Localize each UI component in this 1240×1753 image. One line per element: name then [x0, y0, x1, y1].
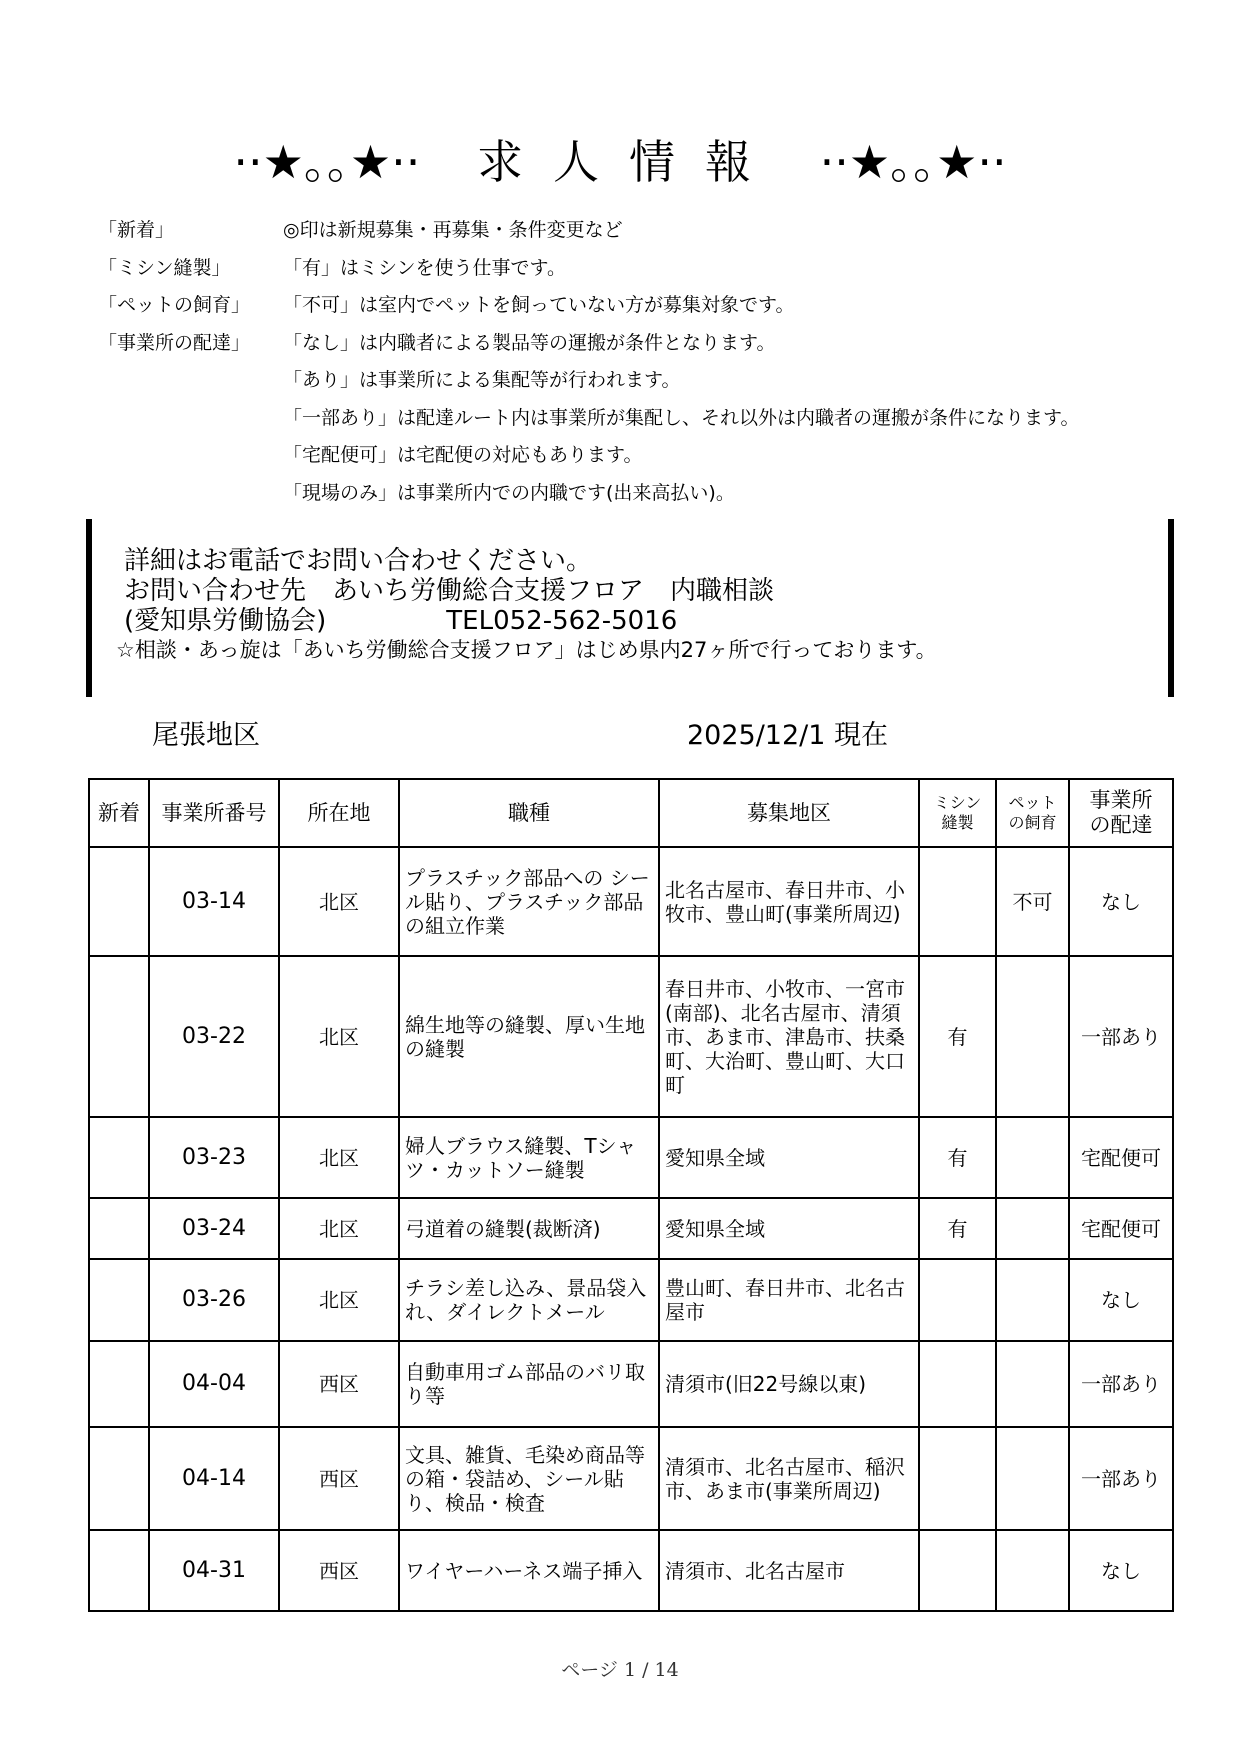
cell-delivery: なし: [1069, 1259, 1173, 1341]
legend-row: [98, 400, 1158, 438]
header-pet-line1: ペット: [1008, 793, 1057, 812]
cell-sewing: 有: [919, 956, 996, 1117]
cell-new: [89, 847, 149, 956]
contact-org: (愛知県労働協会): [124, 606, 327, 636]
cell-sewing: [919, 1427, 996, 1530]
cell-delivery: 宅配便可: [1069, 1117, 1173, 1198]
cell-office-no: 04-31: [149, 1530, 279, 1611]
cell-recruit-area: 愛知県全域: [659, 1117, 919, 1198]
cell-pet: 不可: [996, 847, 1069, 956]
cell-delivery: 一部あり: [1069, 1341, 1173, 1427]
cell-recruit-area: 清須市(旧22号線以東): [659, 1341, 919, 1427]
cell-delivery: なし: [1069, 1530, 1173, 1611]
header-location: 所在地: [279, 779, 399, 847]
header-pet-line2: の飼育: [1008, 813, 1057, 832]
table-row: [89, 1530, 1173, 1611]
cell-job-type: 婦人ブラウス縫製、Tシャツ・カットソー縫製: [399, 1117, 659, 1198]
cell-job-type: ワイヤーハーネス端子挿入: [399, 1530, 659, 1611]
cell-location: 北区: [279, 847, 399, 956]
cell-new: [89, 1117, 149, 1198]
cell-pet: [996, 1259, 1069, 1341]
cell-pet: [996, 956, 1069, 1117]
cell-office-no: 03-14: [149, 847, 279, 956]
header-recruit-area: 募集地区: [659, 779, 919, 847]
legend-term: 「新着」: [98, 219, 175, 241]
legend-row: [98, 362, 1158, 400]
cell-sewing: [919, 1341, 996, 1427]
job-listings-table: [88, 778, 1174, 1612]
cell-recruit-area: 清須市、北名古屋市: [659, 1530, 919, 1611]
contact-line-2: お問い合わせ先 あいち労働総合支援フロア 内職相談: [124, 576, 775, 606]
legend-row: [98, 325, 1158, 363]
table-row: [89, 1259, 1173, 1341]
cell-pet: [996, 1530, 1069, 1611]
cell-sewing: [919, 847, 996, 956]
cell-sewing: 有: [919, 1117, 996, 1198]
header-delivery: [1069, 779, 1173, 847]
cell-office-no: 03-26: [149, 1259, 279, 1341]
page-indicator: [0, 1655, 1240, 1682]
cell-new: [89, 1259, 149, 1341]
cell-office-no: 03-24: [149, 1198, 279, 1259]
header-office-no: 事業所番号: [149, 779, 279, 847]
page-label: ページ: [561, 1659, 618, 1681]
page-title: [0, 132, 1240, 192]
cell-pet: [996, 1198, 1069, 1259]
cell-pet: [996, 1427, 1069, 1530]
cell-sewing: [919, 1259, 996, 1341]
cell-location: 北区: [279, 1259, 399, 1341]
contact-info-box: [86, 519, 1174, 697]
cell-office-no: 04-14: [149, 1427, 279, 1530]
info-box-left-border: [86, 519, 92, 697]
header-job-type: 職種: [399, 779, 659, 847]
contact-text: [116, 546, 937, 664]
header-sewing-line2: 縫製: [941, 813, 974, 832]
legend-term: 「ペットの飼育」: [98, 294, 251, 316]
cell-job-type: 自動車用ゴム部品のバリ取り等: [399, 1341, 659, 1427]
header-delivery-line1: 事業所: [1089, 788, 1153, 812]
cell-office-no: 03-23: [149, 1117, 279, 1198]
legend-desc: 「なし」は内職者による製品等の運搬が条件となります。: [283, 331, 776, 354]
cell-location: 西区: [279, 1530, 399, 1611]
page-total: 14: [654, 1659, 679, 1681]
header-new: 新着: [89, 779, 149, 847]
cell-new: [89, 1427, 149, 1530]
cell-delivery: 一部あり: [1069, 1427, 1173, 1530]
legend-term: 「事業所の配達」: [98, 331, 251, 354]
cell-location: 北区: [279, 1117, 399, 1198]
cell-job-type: 綿生地等の縫製、厚い生地の縫製: [399, 956, 659, 1117]
cell-recruit-area: 北名古屋市、春日井市、小牧市、豊山町(事業所周辺): [659, 847, 919, 956]
cell-sewing: [919, 1530, 996, 1611]
region-label: 尾張地区: [152, 720, 260, 751]
cell-location: 西区: [279, 1341, 399, 1427]
header-pet: [996, 779, 1069, 847]
page-title-text: 求人情報: [477, 135, 781, 189]
table-row: [89, 847, 1173, 956]
cell-pet: [996, 1117, 1069, 1198]
cell-new: [89, 1341, 149, 1427]
cell-pet: [996, 1341, 1069, 1427]
table-row: [89, 1117, 1173, 1198]
cell-job-type: チラシ差し込み、景品袋入れ、ダイレクトメール: [399, 1259, 659, 1341]
cell-delivery: 宅配便可: [1069, 1198, 1173, 1259]
legend-row: [98, 212, 1158, 250]
cell-location: 北区: [279, 956, 399, 1117]
legend-term: 「ミシン縫製」: [98, 256, 231, 279]
table-header-row: [89, 779, 1173, 847]
header-delivery-line2: の配達: [1089, 813, 1153, 837]
cell-recruit-area: 春日井市、小牧市、一宮市(南部)、北名古屋市、清須市、あま市、津島市、扶桑町、大治町、豊山町、大口町: [659, 956, 919, 1117]
star-decoration-left: ··★｡｡★··: [233, 135, 421, 189]
legend-desc: ◎印は新規募集・再募集・条件変更など: [283, 219, 623, 241]
legend-desc: 「有」はミシンを使う仕事です。: [283, 256, 567, 279]
cell-job-type: 弓道着の縫製(裁断済): [399, 1198, 659, 1259]
info-box-right-border: [1168, 519, 1174, 697]
cell-recruit-area: 豊山町、春日井市、北名古屋市: [659, 1259, 919, 1341]
cell-office-no: 03-22: [149, 956, 279, 1117]
table-row: [89, 956, 1173, 1117]
table-row: [89, 1198, 1173, 1259]
legend-desc: 「あり」は事業所による集配等が行われます。: [283, 369, 681, 391]
table-row: [89, 1341, 1173, 1427]
legend-desc: 「宅配便可」は宅配便の対応もあります。: [283, 444, 643, 466]
legend-row: [98, 250, 1158, 288]
cell-recruit-area: 清須市、北名古屋市、稲沢市、あま市(事業所周辺): [659, 1427, 919, 1530]
cell-job-type: プラスチック部品への シール貼り、プラスチック部品の組立作業: [399, 847, 659, 956]
legend-row: [98, 475, 1158, 513]
legend-row: [98, 437, 1158, 475]
cell-location: 北区: [279, 1198, 399, 1259]
cell-new: [89, 1530, 149, 1611]
cell-sewing: 有: [919, 1198, 996, 1259]
as-of-date: 2025/12/1 現在: [687, 720, 889, 751]
cell-location: 西区: [279, 1427, 399, 1530]
header-sewing-line1: ミシン: [933, 793, 982, 812]
cell-delivery: なし: [1069, 847, 1173, 956]
star-decoration-right: ··★｡｡★··: [819, 135, 1007, 189]
cell-new: [89, 1198, 149, 1259]
contact-line-1: 詳細はお電話でお問い合わせください。: [124, 546, 593, 576]
cell-recruit-area: 愛知県全域: [659, 1198, 919, 1259]
legend-desc: 「不可」は室内でペットを飼っていない方が募集対象です。: [283, 294, 795, 316]
table-row: [89, 1427, 1173, 1530]
cell-job-type: 文具、雑貨、毛染め商品等の箱・袋詰め、シール貼り、検品・検査: [399, 1427, 659, 1530]
header-sewing: [919, 779, 996, 847]
legend-section: [98, 212, 1158, 512]
cell-new: [89, 956, 149, 1117]
contact-phone: TEL052-562-5016: [446, 606, 678, 636]
legend-desc: 「一部あり」は配達ルート内は事業所が集配し、それ以外は内職者の運搬が条件になります。: [283, 406, 1080, 429]
page-separator: /: [642, 1659, 649, 1681]
page-current: 1: [623, 1659, 637, 1681]
legend-desc: 「現場のみ」は事業所内での内職です(出来高払い)。: [283, 481, 735, 504]
legend-row: [98, 287, 1158, 325]
contact-line-3: [124, 606, 937, 636]
contact-note: ☆相談・あっ旋は「あいち労働総合支援フロア」はじめ県内27ヶ所で行っております。: [116, 638, 937, 662]
cell-office-no: 04-04: [149, 1341, 279, 1427]
cell-delivery: 一部あり: [1069, 956, 1173, 1117]
